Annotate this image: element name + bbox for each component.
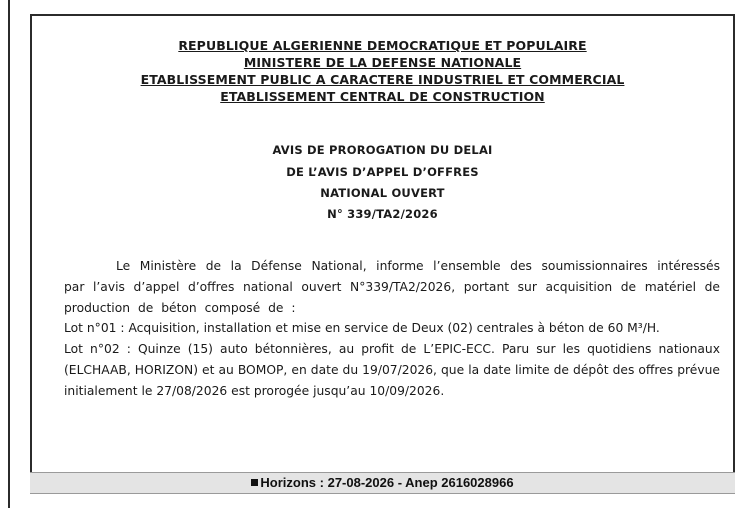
body-intro-paragraph: Le Ministère de la Défense National, informe l’ensemble des soumissionnaires intéressés par l’avis d’appel d’offres national ouvert N°339/TA2/2026, portant sur acquisition de matériel de production de béton composé de : bbox=[64, 259, 720, 315]
notice-body bbox=[64, 256, 720, 402]
adjacent-column-border bbox=[0, 0, 10, 508]
footer-publication-text: Horizons : 27-08-2026 - Anep 2616028966 bbox=[260, 475, 514, 490]
notice-frame bbox=[30, 14, 735, 474]
body-lot-2: Lot n°02 : Quinze (15) auto bétonnières, au profit de L’EPIC-ECC. Paru sur les quotidiens nationaux (ELCHAAB, HORIZON) et au BOMOP, en date du 19/07/2026, que la date limite de dépôt des offres prévue initialement le 27/08/2026 est prorogée jusqu’au 10/09/2026. bbox=[64, 342, 720, 398]
square-bullet-icon bbox=[251, 479, 258, 486]
title-national-open: NATIONAL OUVERT bbox=[320, 186, 445, 200]
body-lot-1: Lot n°01 : Acquisition, installation et mise en service de Deux (02) centrales à béton de 60 M³/H. bbox=[64, 321, 660, 336]
header-ministry: MINISTERE DE LA DEFENSE NATIONALE bbox=[243, 55, 522, 70]
title-reference-number: N° 339/TA2/2026 bbox=[327, 207, 438, 221]
title-extension-notice: AVIS DE PROROGATION DU DELAI bbox=[272, 143, 493, 157]
title-tender-notice: DE L’AVIS D’APPEL D’OFFRES bbox=[286, 165, 479, 179]
header-establishment-type: ETABLISSEMENT PUBLIC A CARACTERE INDUSTRIEL ET COMMERCIAL bbox=[140, 72, 625, 87]
publication-footer bbox=[30, 472, 735, 494]
header-republic: REPUBLIQUE ALGERIENNE DEMOCRATIQUE ET POPULAIRE bbox=[178, 38, 587, 53]
header-establishment-name: ETABLISSEMENT CENTRAL DE CONSTRUCTION bbox=[220, 89, 545, 104]
